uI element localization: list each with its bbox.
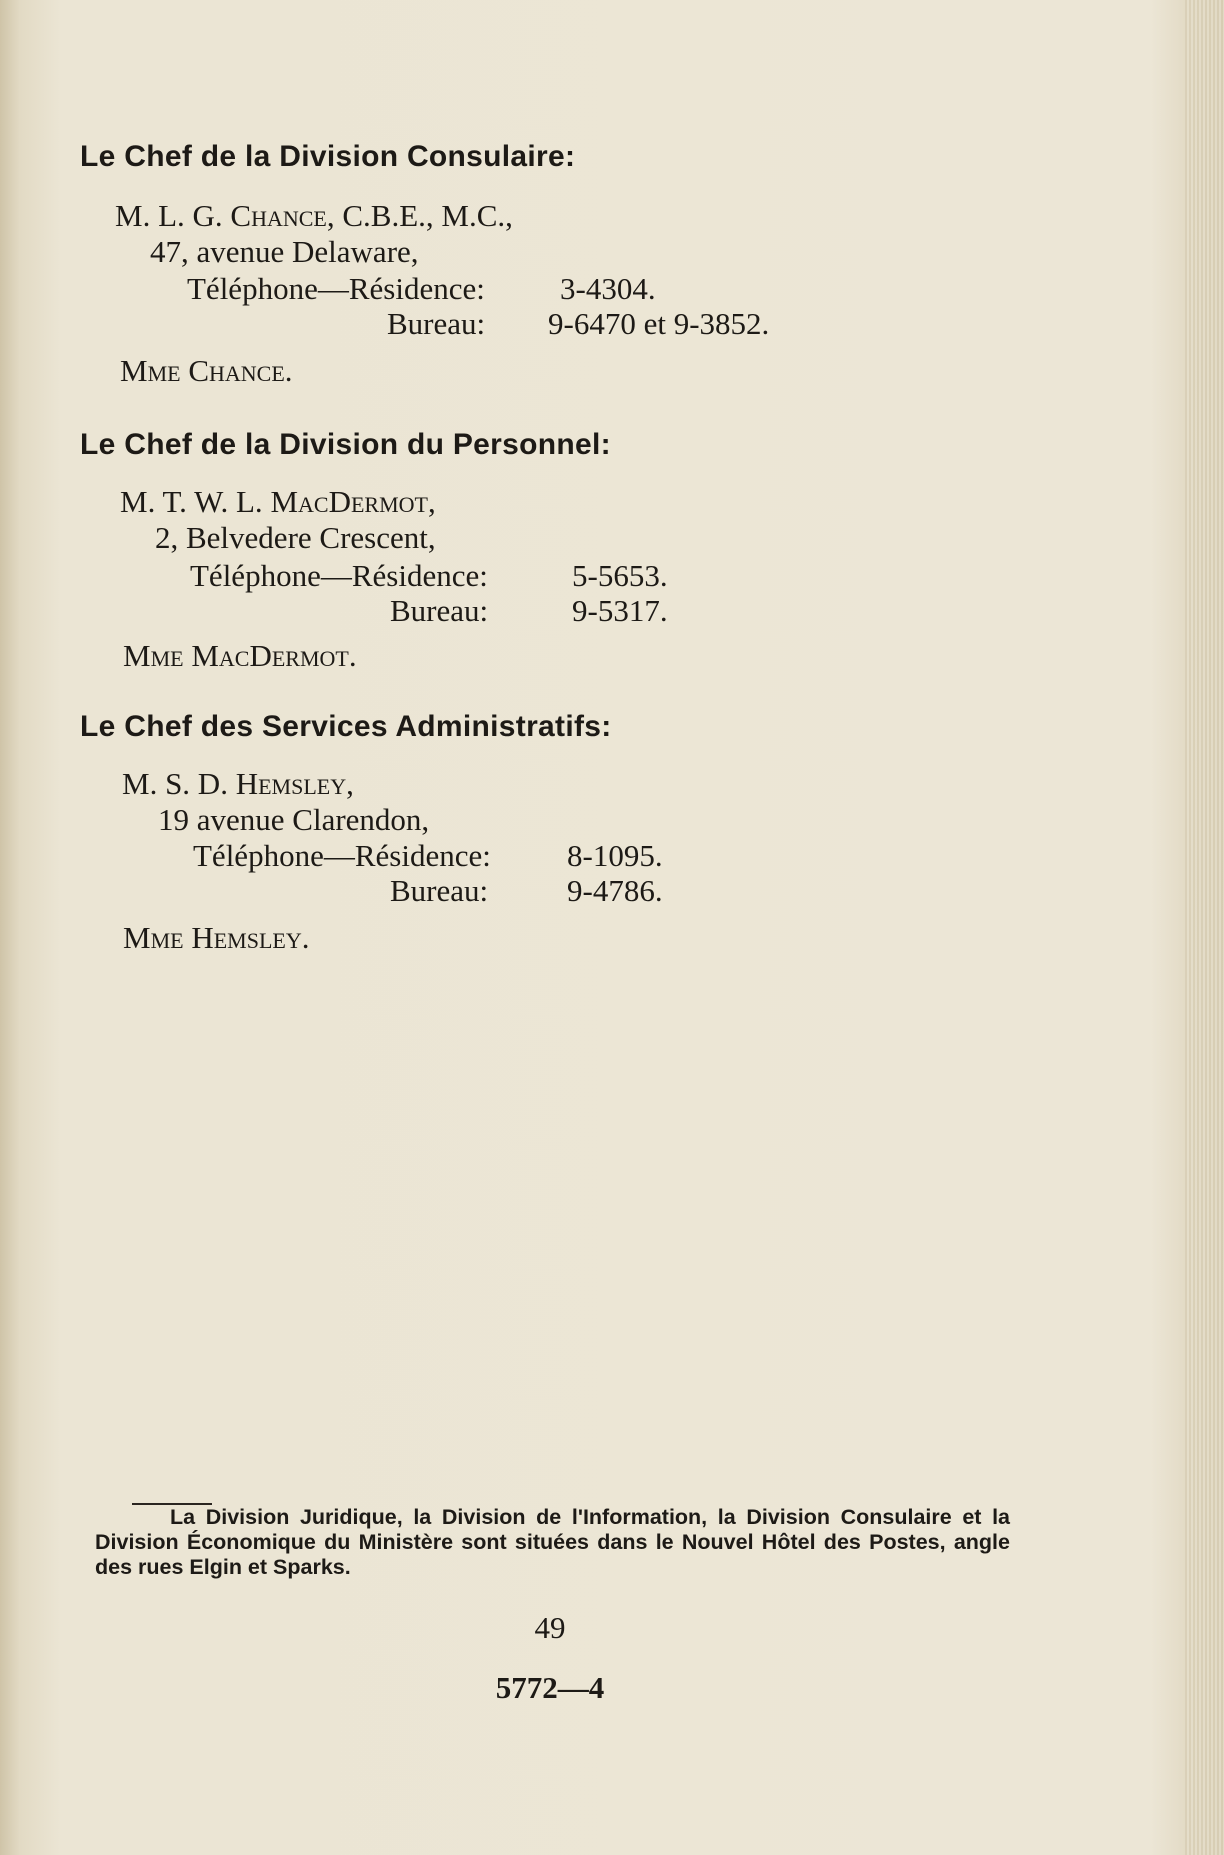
footnote: La Division Juridique, la Division de l'Information, la Division Consulaire et la Division Économique du Ministère sont situées dans le Nouvel Hôtel des Postes, angle des rues Elgin et Sparks. (95, 1505, 1010, 1579)
phone-label-residence: Téléphone—Résidence: (190, 558, 488, 593)
officer-surname: MacDermot (270, 484, 428, 519)
spouse-name-personnel (123, 638, 357, 674)
phone-bureau-value: 9-4786. (567, 873, 663, 908)
officer-name-prefix: M. L. G. (115, 198, 231, 233)
officer-surname: Chance (230, 198, 327, 233)
officer-name-administratifs (122, 766, 354, 802)
officer-name-suffix: , (427, 484, 436, 519)
phone-label-bureau: Bureau: (390, 873, 489, 908)
section-heading-personnel: Le Chef de la Division du Personnel: (80, 428, 611, 461)
phone-label-bureau: Bureau: (390, 593, 489, 628)
officer-name-suffix: , C.B.E., M.C., (326, 198, 513, 233)
section-heading-consulaire: Le Chef de la Division Consulaire: (80, 140, 576, 173)
spouse-name-administratifs (123, 920, 309, 956)
officer-address-administratifs: 19 avenue Clarendon, (158, 802, 430, 837)
phone-bureau-value: 9-5317. (572, 593, 668, 628)
page-number: 49 (534, 1610, 566, 1645)
officer-surname: Hemsley (235, 766, 347, 801)
phone-residence-value: 8-1095. (567, 838, 663, 873)
phone-bureau-value: 9-6470 et 9-3852. (548, 306, 770, 341)
phone-label-residence: Téléphone—Résidence: (187, 271, 485, 306)
officer-address-personnel: 2, Belvedere Crescent, (155, 520, 436, 555)
phone-residence-value: 3-4304. (560, 271, 656, 306)
phone-residence-value: 5-5653. (572, 558, 668, 593)
spouse-prefix: Mme (123, 920, 192, 955)
section-heading-administratifs: Le Chef des Services Administratifs: (80, 710, 612, 743)
phone-label-residence: Téléphone—Résidence: (193, 838, 491, 873)
officer-name-consulaire (115, 198, 513, 234)
officer-name-prefix: M. S. D. (122, 766, 236, 801)
officer-name-suffix: , (346, 766, 354, 801)
print-code: 5772—4 (495, 1670, 605, 1705)
spouse-prefix: Mme (120, 353, 189, 388)
officer-name-personnel (120, 484, 436, 520)
spouse-surname: Hemsley. (191, 920, 310, 955)
spouse-prefix: Mme (123, 638, 192, 673)
spouse-surname: MacDermot. (191, 638, 357, 673)
spouse-name-consulaire (120, 353, 293, 389)
spouse-surname: Chance. (188, 353, 293, 388)
officer-address-consulaire: 47, avenue Delaware, (150, 234, 419, 269)
officer-name-prefix: M. T. W. L. (120, 484, 271, 519)
phone-label-bureau: Bureau: (387, 306, 486, 341)
